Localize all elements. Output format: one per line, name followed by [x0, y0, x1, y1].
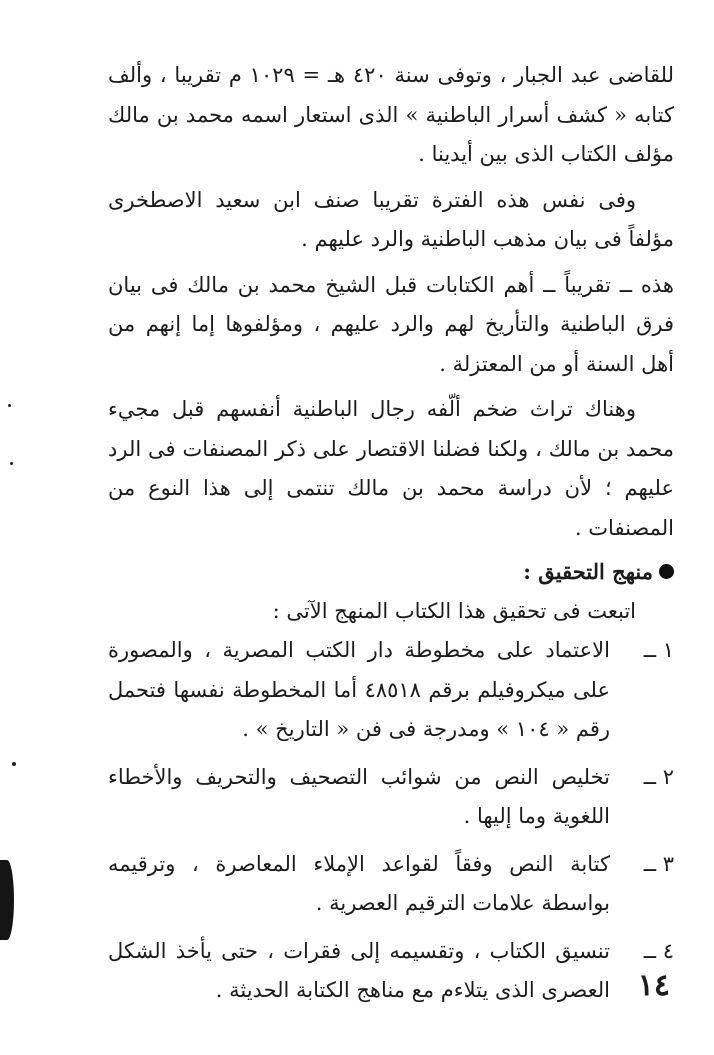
list-item-4	[108, 932, 674, 1011]
list-item-number: ٣ ــ	[643, 851, 674, 876]
list-item-text: كتابة النص وفقاً لقواعد الإملاء المعاصرة ، وترقيمه بواسطة علامات الترقيم العصرية .	[108, 851, 610, 915]
section-intro: اتبعت فى تحقيق هذا الكتاب المنهج الآتى :	[272, 598, 636, 623]
page-body	[108, 56, 674, 1011]
section-heading-text: منهج التحقيق :	[523, 559, 653, 584]
list-item-text: الاعتماد على مخطوطة دار الكتب المصرية ، والمصورة على ميكروفيلم برقم ٤٨٥١٨ أما المخطوطة نفسها فتحمل رقم « ١٠٤ » ومدرجة فى فن « التاريخ » .	[108, 638, 610, 741]
list-item-2	[108, 758, 674, 837]
scan-speck	[12, 762, 16, 766]
list-item-number: ١ ــ	[643, 638, 674, 662]
paragraph-1: للقاضى عبد الجبار ، وتوفى سنة ٤٢٠ هـ = ١٠٢٩ م تقريبا ، وألف كتابه « كشف أسرار الباطنية » الذى استعار اسمه محمد بن مالك مؤلف الكتاب الذى بين أيدينا .	[108, 63, 674, 166]
paragraph-4: وهناك تراث ضخم ألّفه رجال الباطنية أنفسهم قبل مجيء محمد بن مالك ، ولكنا فضلنا الاقتصار على ذكر المصنفات فى الرد عليهم ؛ لأن دراسة محمد بن مالك تنتمى إلى هذا النوع من المصنفات .	[108, 397, 674, 540]
section-heading	[108, 552, 674, 592]
list-item-text: تخليص النص من شوائب التصحيف والتحريف والأخطاء اللغوية وما إليها .	[108, 764, 610, 828]
list-item-text: تنسيق الكتاب ، وتقسيمه إلى فقرات ، حتى يأخذ الشكل العصرى الذى يتلاءم مع مناهج الكتابة الحديثة .	[108, 938, 610, 1002]
list-item-number: ٢ ــ	[643, 764, 674, 789]
scan-speck	[10, 462, 13, 465]
paragraph-2: وفى نفس هذه الفترة تقريبا صنف ابن سعيد الاصطخرى مؤلفاً فى بيان مذهب الباطنية والرد عليهم .	[108, 187, 674, 251]
paragraph-3: هذه ــ تقريباً ــ أهم الكتابات قبل الشيخ محمد بن مالك فى بيان فرق الباطنية والتأريخ لهم والرد عليهم ، ومؤلفوها إما إنهم من أهل السنة أو من المعتزلة .	[108, 272, 674, 376]
list-item-3	[108, 845, 674, 924]
page-number: ١٤	[637, 968, 670, 1003]
bullet-icon	[659, 564, 674, 579]
list-item-1	[108, 631, 674, 750]
scan-speck	[8, 404, 11, 407]
list-item-number: ٤ ــ	[643, 938, 674, 963]
scan-edge-shadow	[0, 860, 14, 940]
